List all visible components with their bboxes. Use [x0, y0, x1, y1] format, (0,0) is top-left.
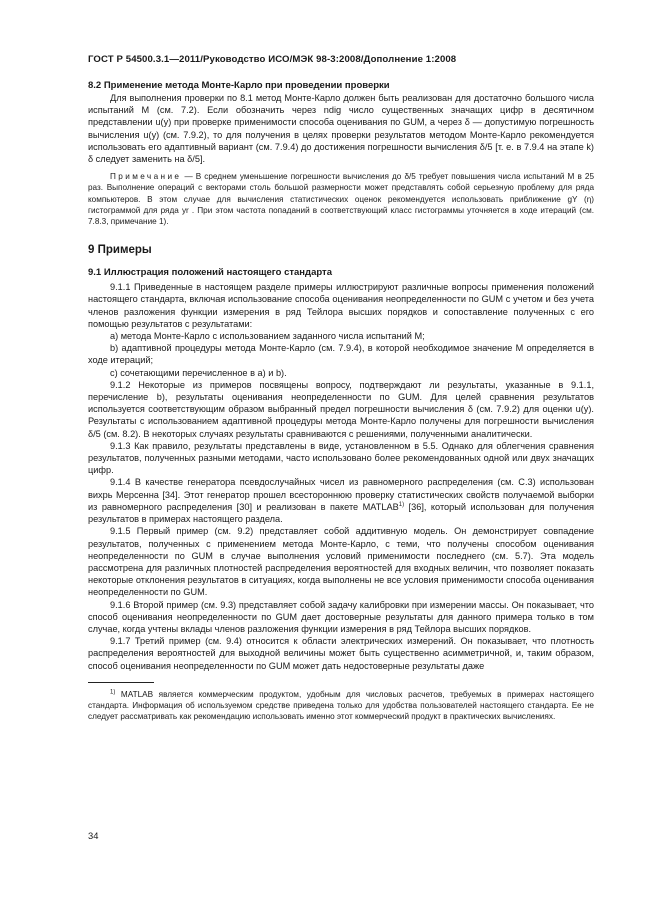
page-number: 34 [88, 830, 99, 841]
section-9-heading: 9 Примеры [88, 244, 152, 257]
list-item-c: c) сочетающими перечисленное в a) и b). [110, 367, 287, 378]
page-content [88, 80, 594, 722]
paragraph-9-1-1: 9.1.1 Приведенные в настоящем разделе примеры иллюстрируют различные вопросы применения положений настоящего стандарта, включая использование способа оценивания неопределенности по GUM с учетом и без учета членов разложения функции измерения в ряд Тейлора высших порядков и сопоставление полученных с его помощью результатов с результатами: [88, 282, 594, 329]
paragraph-9-1-4 [88, 476, 594, 525]
section-8-2-note [88, 171, 594, 227]
section-8-2-paragraph: Для выполнения проверки по 8.1 метод Монте-Карло должен быть реализован для достаточно большого числа испытаний M (см. 7.2). Если обозначить через ndig число существенных значащих цифр в десятичном представлении u(y) при проверке применимости способа оценивания по GUM, а через δ — допустимую погрешность вычисления u(y) (см. 7.9.2), то для получения в целях проверки результатов методом Монте-Карло рекомендуется использовать его адаптивный вариант (см. 7.9.4) до достижения погрешности вычисления δ/5 [т. е. в 7.9.4 на этапе k) δ следует заменить на δ/5]. [88, 93, 594, 165]
list-item-a: a) метода Монте-Карло с использованием заданного числа испытаний M; [110, 331, 425, 342]
paragraph-9-1-7: 9.1.7 Третий пример (см. 9.4) относится к области электрических измерений. Он показывает, что плотность распределения вероятностей для выходной величины может быть существенно асимметричной, и, таким образом, способ оценивания неопределенности по GUM может дать недостоверные результаты даже [88, 636, 594, 671]
paragraph-9-1-6: 9.1.6 Второй пример (см. 9.3) представляет собой задачу калибровки при измерении массы. Он показывает, что способ оценивания неопределенности по GUM дает достоверные результаты для данного примера только в том случае, когда учтены вклады членов разложения функции измерения в ряд Тейлора высших порядков. [88, 599, 594, 634]
footnote-ref: 1) [398, 501, 405, 508]
paragraph-9-1-5: 9.1.5 Первый пример (см. 9.2) представляет собой аддитивную модель. Он демонстрирует совпадение результатов, полученных с применением метода Монте-Карло, с теми, что получены способом оценивания неопределенности по GUM в случае выполнения условий применимости последнего (см. 5.7). Эта модель рассмотрена для различных плотностей распределения вероятностей для входных величин, что позволяет показать некоторые отклонения результатов в ситуациях, когда выполнены не все условия применимости способа оценивания неопределенности по GUM. [88, 526, 594, 598]
note-text: — В среднем уменьшение погрешности вычисления до δ/5 требует повышения числа испытаний M в 25 раз. Выполнение операций с векторами столь большой размерности может представлять собой серьезную проблему для ряда компьютеров. В этом случае для вычисления статистических оценок рекомендуется использовать приближение gY (η) гистограммой для ряда yr . При этом частота попаданий в соответствующий класс гистограммы уточняется в ходе итераций (см. 7.8.3, примечание 1). [88, 172, 594, 227]
list-item-b: b) адаптивной процедуры метода Монте-Карло (см. 7.9.4), в которой необходимое значение M определяется в ходе итераций; [88, 343, 594, 366]
footnote [88, 689, 594, 722]
running-header: ГОСТ Р 54500.3.1—2011/Руководство ИСО/МЭК 98-3:2008/Дополнение 1:2008 [88, 54, 457, 65]
note-label: Примечание [110, 172, 182, 182]
paragraph-9-1-4-part-b: [36], который использован для получения результатов в примерах настоящего раздела. [88, 501, 595, 525]
paragraph-9-1-4-part-a: 9.1.4 В качестве генератора псевдослучайных чисел из равномерного распределения (см. С.3) использован вихрь Мерсенна [34]. Этот генератор прошел всестороннюю проверку статистических свойств получаемой выборки из равномерного распределения [30] и реализован в пакете MATLAB [88, 477, 594, 512]
paragraph-9-1-2: 9.1.2 Некоторые из примеров посвящены вопросу, подтверждают ли результаты, указанные в 9.1.1, перечисление b), результаты оценивания неопределенности по GUM. Для целей сравнения результатов используется соответствующим образом выбранный предел погрешности вычисления δ (см. 7.9.2) для оценки u(y). Результаты с использованием адаптивной процедуры метода Монте-Карло получены для погрешности вычисления δ/5 (см. 8.2). В некоторых случаях результаты сравниваются с решениями, полученными аналитически. [88, 379, 594, 439]
section-9-1-heading: 9.1 Иллюстрация положений настоящего стандарта [88, 267, 332, 279]
footnote-marker: 1) [110, 689, 116, 695]
paragraph-9-1-3: 9.1.3 Как правило, результаты представлены в виде, установленном в 5.5. Однако для облегчения сравнения результатов, полученных разными методами, часто использовано более рекомендованных одной или двух значащих цифр. [88, 440, 594, 476]
section-8-2-heading: 8.2 Применение метода Монте-Карло при проведении проверки [88, 80, 390, 91]
footnote-text: MATLAB является коммерческим продуктом, удобным для числовых расчетов, требуемых в примерах настоящего стандарта. Информация об используемом средстве приведена только для удобства пользователей настоящего стандарта. Ее не следует рассматривать как рекомендацию использовать именно этот коммерческий продукт в практических вычислениях. [88, 689, 594, 721]
